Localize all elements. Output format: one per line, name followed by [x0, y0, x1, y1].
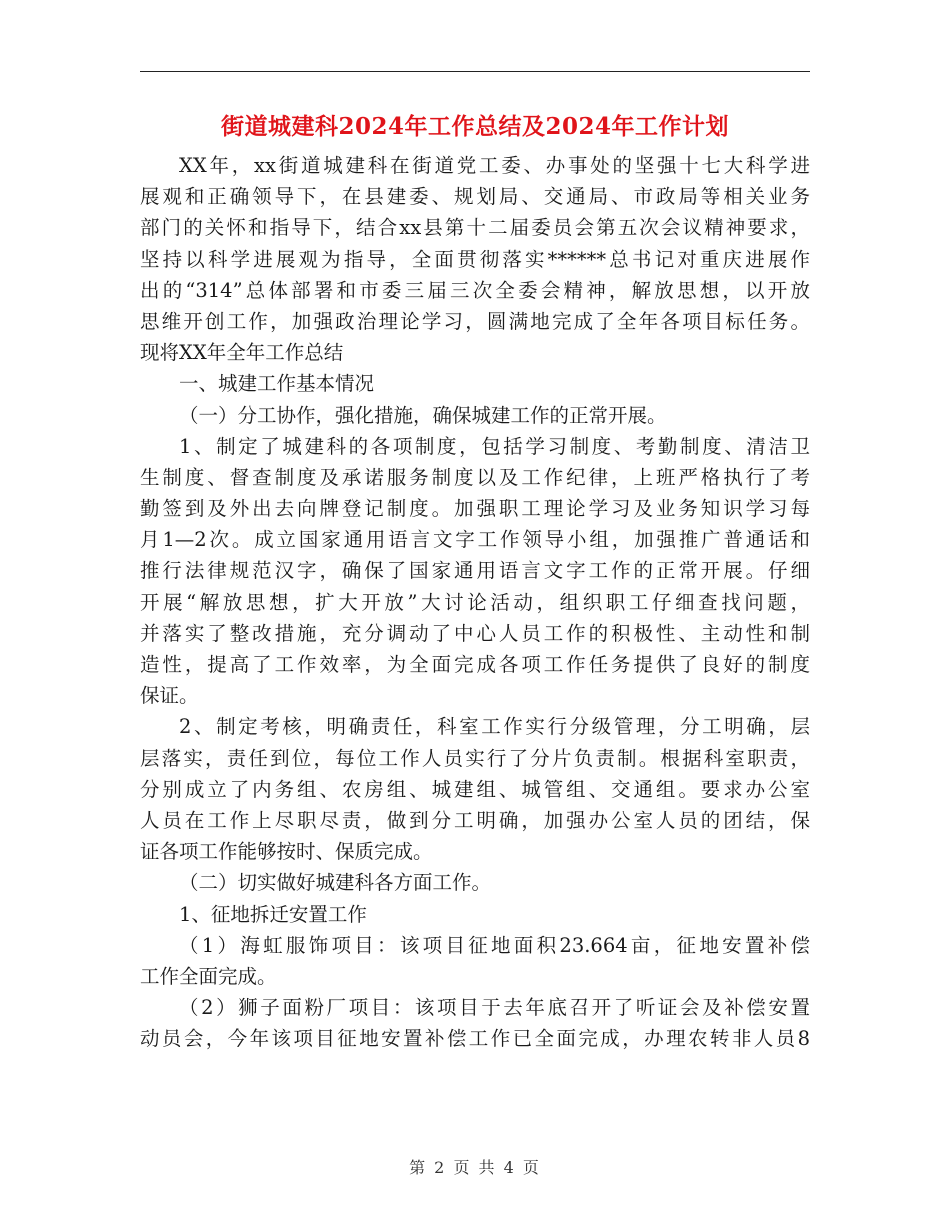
text-line: XX年，xx街道城建科在街道党工委、办事处的坚强十七大科学进: [179, 154, 810, 177]
header-rule: [140, 71, 810, 72]
text-line: 证各项工作能够按时、保质完成。: [140, 840, 433, 864]
text-line: 一、城建工作基本情况: [179, 372, 375, 396]
text-line: 保证。: [140, 684, 199, 708]
text-line: 勤签到及外出去向牌登记制度。加强职工理论学习及业务知识学习每: [140, 497, 810, 521]
text-line: 思维开创工作，加强政治理论学习，圆满地完成了全年各项目标任务。: [140, 309, 810, 333]
text-line: 层落实，责任到位，每位工作人员实行了分片负责制。根据科室职责，: [140, 746, 810, 770]
text-line: 推行法律规范汉字，确保了国家通用语言文字工作的正常开展。仔细: [140, 559, 810, 583]
text-line: （2）狮子面粉厂项目：该项目于去年底召开了听证会及补偿安置: [179, 996, 810, 1020]
text-line: 生制度、督查制度及承诺服务制度以及工作纪律，上班严格执行了考: [140, 465, 810, 489]
text-line: 开展“解放思想，扩大开放”大讨论活动，组织职工仔细查找问题，: [140, 590, 810, 614]
text-line: 工作全面完成。: [140, 964, 277, 988]
text-line: 1、征地拆迁安置工作: [179, 902, 367, 926]
text-line: 并落实了整改措施，充分调动了中心人员工作的积极性、主动性和制: [140, 621, 810, 645]
text-line: 造性，提高了工作效率，为全面完成各项工作任务提供了良好的制度: [140, 653, 810, 676]
document-body: [140, 150, 810, 1054]
text-line: 展观和正确领导下，在县建委、规划局、交通局、市政局等相关业务: [140, 185, 810, 209]
text-line: 1、制定了城建科的各项制度，包括学习制度、考勤制度、清洁卫: [179, 434, 810, 458]
text-line: （二）切实做好城建科各方面工作。: [179, 871, 492, 895]
page-number: 第 2 页 共 4 页: [409, 1158, 541, 1177]
text-line: 2、制定考核，明确责任，科室工作实行分级管理，分工明确，层: [179, 715, 810, 739]
text-line: 动员会，今年该项目征地安置补偿工作已全面完成，办理农转非人员8: [140, 1027, 810, 1051]
text-line: 部门的关怀和指导下，结合xx县第十二届委员会第五次会议精神要求，: [140, 216, 810, 240]
text-line: （一）分工协作，强化措施，确保城建工作的正常开展。: [179, 403, 667, 427]
document-title: 街道城建科2024年工作总结及2024年工作计划: [220, 113, 730, 140]
text-line: 现将XX年全年工作总结: [140, 341, 344, 365]
text-line: 坚持以科学进展观为指导，全面贯彻落实******总书记对重庆进展作: [140, 247, 810, 271]
text-line: 出的“314”总体部署和市委三届三次全委会精神，解放思想，以开放: [140, 278, 810, 302]
text-line: （1）海虹服饰项目：该项目征地面积23.664亩，征地安置补偿: [179, 933, 810, 957]
text-line: 月1—2次。成立国家通用语言文字工作领导小组，加强推广普通话和: [140, 528, 810, 552]
text-line: 人员在工作上尽职尽责，做到分工明确，加强办公室人员的团结，保: [140, 808, 810, 832]
text-line: 分别成立了内务组、农房组、城建组、城管组、交通组。要求办公室: [140, 777, 810, 801]
